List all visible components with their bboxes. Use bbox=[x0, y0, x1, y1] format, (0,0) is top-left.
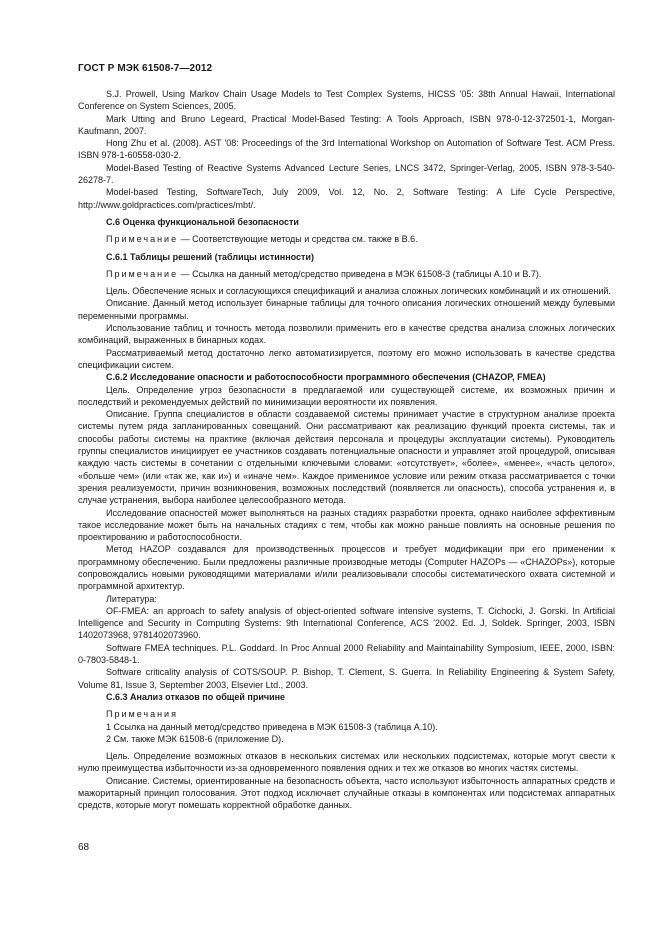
paragraph-c63-goal: Цель. Определение возможных отказов в нескольких системах или нескольких подсистемах, которые могут свести к нулю преимущества избыточности из-за одновременного появления одних и тех же отказов во многих частях системы. bbox=[78, 751, 615, 774]
section-heading-c6: С.6 Оценка функциональной безопасности bbox=[106, 216, 299, 227]
document-header: ГОСТ Р МЭК 61508-7—2012 bbox=[78, 63, 213, 74]
reference-cots-soup: Software criticality analysis of COTS/SOUP. P. Bishop, T. Clement, S. Guerra. In Reliability Engineering & System Safety, Volume 81, Issue 3, September 2003, Elsevier Ltd., 2003. bbox=[78, 667, 615, 690]
note-label: Примечание bbox=[106, 268, 179, 279]
section-heading-c61: С.6.1 Таблицы решений (таблицы истинности) bbox=[106, 251, 314, 262]
note-item-1: 1 Ссылка на данный метод/средство приведена в МЭК 61508-3 (таблица А.10). bbox=[106, 721, 438, 732]
notes-label: Примечания bbox=[106, 709, 178, 720]
note-c6 bbox=[78, 233, 615, 245]
reference-of-fmea: OF-FMEA: an approach to safety analysis of object-oriented software intensive systems, T. Cichocki, J. Gorski. In Artificial Intelligence and Security in Computing Systems: 9th International Conference, ACS '2002. Ed. J, Soldek. Springer, 2003, ISBN 1402073968, 9781402073960. bbox=[78, 605, 615, 641]
paragraph-c61-usage: Использование таблиц и точность метода позволили применить его в качестве средства анализа сложных логических комбинаций, выраженных в бинарных кодах. bbox=[78, 323, 615, 346]
note-item-2: 2 См. также МЭК 61508-6 (приложение D). bbox=[106, 733, 284, 744]
section-heading-c63: С.6.3 Анализ отказов по общей причине bbox=[106, 691, 286, 702]
paragraph-c61-automation: Рассматриваемый метод достаточно легко автоматизируется, поэтому его можно использовать в качестве средства спецификации систем. bbox=[78, 347, 615, 370]
paragraph-c62-goal: Цель. Определение угроз безопасности в предлагаемой или существующей системе, их возможных причин и последствий и рекомендуемых действий по минимизации вероятности их появления. bbox=[78, 384, 615, 407]
body-text bbox=[78, 88, 615, 812]
paragraph-c62-description: Описание. Группа специалистов в области создаваемой системы принимает участие в структурном анализе проекта системы путем ряда запланированных совещаний. Они рассматривают как реализацию функций проекта системы, так и способы работы системы на практике (включая действия персонала и процедуры эксплуатации системы). Руководитель группы специалистов инициирует ее участников создавать потенциальные опасности и управляет этой процедурой, описывая каждую часть системы в сочетании с отдельными ключевыми словами: «отсутствует», «более», «менее», «часть целого», «больше чем» (или «так же, как и») и «иначе чем». Каждое применимое условие или режим отказа рассматривается с точки зрения реализуемости, причин возникновения, возможных последствий (появляется ли опасность), способа устранения и, в случае устранения, выбора наиболее целесообразного метода. bbox=[78, 409, 615, 506]
reference-zhu: Hong Zhu et al. (2008). AST '08: Proceedings of the 3rd International Workshop on Automation of Software Test. ACM Press. ISBN 978-1-60558-030-2. bbox=[78, 138, 615, 161]
reference-softwaretech: Model-based Testing, SoftwareTech, July 2009, Vol. 12, No. 2, Software Testing: A Life Cycle Perspective, http://www.goldpractices.com/practices/mbt/. bbox=[78, 187, 615, 210]
paragraph-c62-stages: Исследование опасностей может выполняться на разных стадиях разработки проекта, однако наиболее эффективным такое исследование может быть на начальных стадиях с тем, чтобы как можно раньше повлиять на основные решения по проектированию и работоспособности. bbox=[78, 507, 615, 543]
note-c61 bbox=[78, 268, 615, 280]
literature-label: Литература: bbox=[106, 593, 157, 604]
paragraph-c61-goal: Цель. Обеспечение ясных и согласующихся спецификаций и анализа сложных логических комбинаций и их отношений. bbox=[106, 286, 611, 297]
section-heading-c62: С.6.2 Исследование опасности и работоспособности программного обеспечения (CHAZOP, FMEA) bbox=[106, 372, 546, 383]
page-number: 68 bbox=[78, 842, 90, 853]
reference-software-fmea: Software FMEA techniques. P.L. Goddard. In Proc Annual 2000 Reliability and Maintainability Symposium, IEEE, 2000, ISBN: 0-7803-5848-1. bbox=[78, 642, 615, 666]
reference-mbt-lncs: Model-Based Testing of Reactive Systems Advanced Lecture Series, LNCS 3472, Springer-Verlag, 2005, ISBN 978-3-540-26278-7. bbox=[78, 162, 615, 186]
note-text: — Соответствующие методы и средства см. также в В.6. bbox=[178, 234, 418, 245]
reference-utting: Mark Utting and Bruno Legeard, Practical Model-Based Testing: A Tools Approach, ISBN 978-0-12-372501-1, Morgan-Kaufmann, 2007. bbox=[78, 113, 615, 136]
paragraph-c61-description: Описание. Данный метод использует бинарные таблицы для точного описания логических отношений между булевыми переменными программы. bbox=[78, 298, 615, 321]
note-label: Примечание bbox=[106, 234, 179, 245]
note-text: — Ссылка на данный метод/средство приведена в МЭК 61508-3 (таблицы А.10 и В.7). bbox=[178, 268, 542, 279]
paragraph-c63-description: Описание. Системы, ориентированные на безопасность объекта, часто используют избыточность аппаратных средств и мажоритарный принцип голосования. Этот подход исключает случайные отказы в компонентах или подсистемах аппаратных средств, которые могут помешать корректной обработке данных. bbox=[78, 775, 615, 811]
reference-prowell: S.J. Prowell, Using Markov Chain Usage Models to Test Complex Systems, HICSS '05: 38th Annual Hawaii, International Conference on System Sciences, 2005. bbox=[78, 89, 615, 112]
paragraph-c62-hazop: Метод HAZOP создавался для производственных процессов и требует модификации при его применении к программному обеспечению. Были предложены различные производные методы (Computer HAZOPs — «CHAZOPs»), которые сопровождались новыми руководящими материалами и/или реализовывали способы систематического охвата системной и программной архитектур. bbox=[78, 544, 615, 592]
